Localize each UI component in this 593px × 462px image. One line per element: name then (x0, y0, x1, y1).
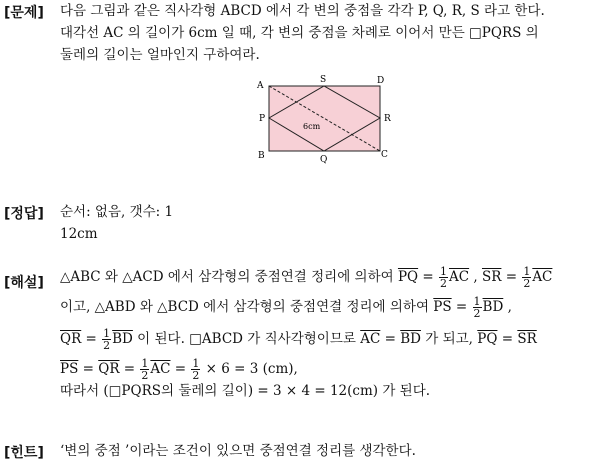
fraction-half: $\frac{1}{2}$ (141, 357, 149, 382)
label-6cm: 6cm (303, 122, 321, 131)
explanation-line-5: 따라서 (□PQRS의 둘레의 길이) = 3 × 4 = 12(cm) 가 된다. (60, 383, 431, 399)
label-c: C (381, 150, 388, 160)
hint-text (60, 440, 587, 462)
label-s: S (320, 75, 327, 85)
fraction-half: $\frac{1}{2}$ (103, 327, 111, 352)
explanation-line-4: $\overline{PS} = \overline{QR}$ = $\frac{1}{2}$ $\overline{AC}$ = $\frac{1}{2}$ × 6 = 3 (cm), (60, 357, 298, 382)
problem-line-2: 대각선 AC 의 길이가 6cm 일 때, 각 변의 중점을 차례로 이어서 만든 □PQRS 의 (60, 25, 539, 41)
problem-line-3: 둘레의 길이는 얼마인지 구하여라. (60, 47, 260, 63)
explanation-tag: [해설] (4, 275, 44, 291)
explanation-line-3: $\overline{QR}$ = $\frac{1}{2}$ $\overline{BD}$ 이 된다. □ABCD 가 직사각형이므로 $\overline{AC} = \overline{BD}$ 가 되고, $\overline{PQ} = \overline{SR}$ (60, 327, 537, 352)
answer-text (60, 201, 587, 245)
answer-tag: [정답] (4, 206, 44, 222)
hint-line-1: ‘변의 중점 ’이라는 조건이 있으면 중점연결 정리를 생각한다. (60, 443, 416, 459)
fraction-half: $\frac{1}{2}$ (192, 357, 200, 382)
fraction-half: $\frac{1}{2}$ (473, 295, 481, 320)
label-q: Q (320, 155, 328, 165)
answer-line-2: 12cm (60, 226, 98, 242)
explanation-text (60, 262, 587, 404)
rectangle-figure (255, 75, 395, 165)
label-d: D (377, 76, 385, 86)
problem-tag: [문제] (4, 5, 44, 21)
label-b: B (258, 151, 265, 161)
explanation-line-2: 이고, △ABD 와 △BCD 에서 삼각형의 중점연결 정리에 의하여 $\overline{PS}$ = $\frac{1}{2}$ $\overline{BD}$ , (60, 295, 512, 320)
label-a: A (257, 81, 264, 91)
answer-line-1: 순서: 없음, 갯수: 1 (60, 204, 174, 220)
hint-tag: [힌트] (4, 445, 44, 461)
rectangle-abcd (269, 86, 380, 151)
explanation-line-1: △ABC 와 △ACD 에서 삼각형의 중점연결 정리에 의하여 $\overline{PQ}$ = $\frac{1}{2}$ $\overline{AC}$ , $\overline{SR}$ = $\frac{1}{2}$ $\overline{AC}$ (60, 265, 553, 290)
problem-text (60, 0, 587, 66)
problem-line-1: 다음 그림과 같은 직사각형 ABCD 에서 각 변의 중점을 각각 P, Q, R, S 라고 한다. (60, 3, 545, 19)
fraction-half: $\frac{1}{2}$ (523, 265, 531, 290)
label-p: P (259, 114, 266, 124)
fraction-half: $\frac{1}{2}$ (440, 265, 448, 290)
label-r: R (384, 114, 391, 124)
